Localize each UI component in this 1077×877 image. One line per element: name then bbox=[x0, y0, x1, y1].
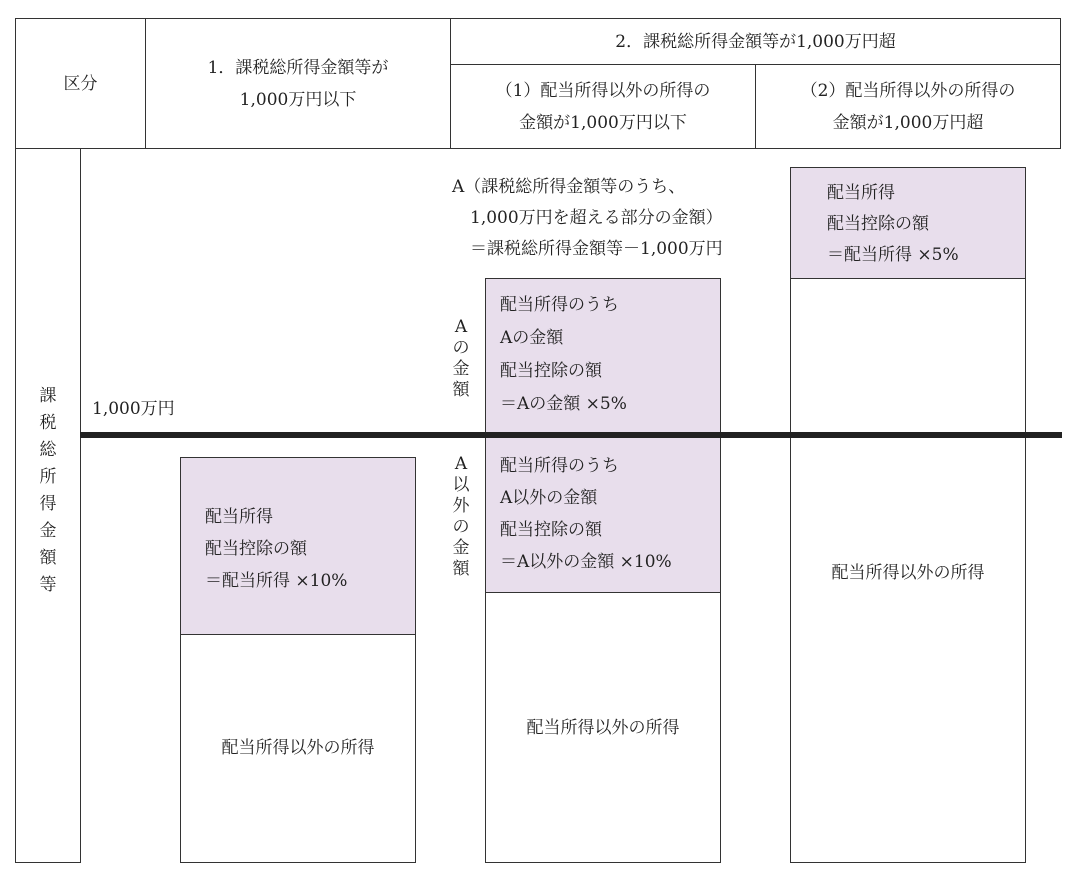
col1-dividend-line1: 配当所得 bbox=[205, 507, 273, 527]
col2a-other-income-box bbox=[485, 592, 721, 863]
side-label-vertical bbox=[16, 383, 80, 599]
a-definition-line3: ＝課税総所得金額等－1,000万円 bbox=[470, 239, 723, 259]
header-col2a-line2: 金額が1,000万円以下 bbox=[519, 112, 687, 133]
col1-other-income-label: 配当所得以外の所得 bbox=[221, 738, 375, 758]
col2a-upper-line1: 配当所得のうち bbox=[500, 295, 619, 315]
col2b-dividend-line1: 配当所得 bbox=[827, 183, 895, 203]
side-char: 得 bbox=[39, 494, 57, 514]
col2a-upper-line4: ＝Aの金額 ×5% bbox=[500, 394, 627, 414]
col2b-other-income-label: 配当所得以外の所得 bbox=[831, 563, 985, 583]
side-char: 金 bbox=[39, 521, 57, 541]
header-col2b-line1: （2）配当所得以外の所得の bbox=[800, 80, 1016, 101]
header-col1 bbox=[146, 19, 450, 148]
header-col2b bbox=[756, 65, 1060, 148]
header-col2-title-text: 2．課税総所得金額等が1,000万円超 bbox=[615, 31, 896, 52]
col2a-lower-line3: 配当控除の額 bbox=[500, 520, 602, 540]
col2a-lower-line1: 配当所得のうち bbox=[500, 456, 619, 476]
header-kubun-text: 区分 bbox=[63, 73, 98, 94]
header-col1-line2: 1,000万円以下 bbox=[239, 89, 357, 110]
col2b-other-income-box bbox=[790, 278, 1026, 863]
header-col2-title bbox=[451, 19, 1060, 64]
side-char: 税 bbox=[39, 413, 57, 433]
header-col1-line1: 1．課税総所得金額等が bbox=[207, 57, 389, 78]
col1-dividend-line2: 配当控除の額 bbox=[205, 539, 307, 559]
col1-dividend-line3: ＝配当所得 ×10% bbox=[205, 571, 348, 591]
side-char: 等 bbox=[39, 575, 57, 595]
col2a-lower-line2: A以外の金額 bbox=[500, 488, 598, 508]
threshold-line bbox=[80, 432, 1062, 438]
col2b-dividend-line2: 配当控除の額 bbox=[827, 214, 929, 234]
header-col2b-line2: 金額が1,000万円超 bbox=[832, 112, 984, 133]
non-a-amount-vertical-label: A 以 外 の 金 額 bbox=[452, 454, 470, 579]
side-char: 課 bbox=[39, 386, 57, 406]
side-char: 所 bbox=[39, 467, 57, 487]
col2a-lower-line4: ＝A以外の金額 ×10% bbox=[500, 552, 672, 572]
body-bottom-border bbox=[15, 862, 81, 863]
col2a-other-income-label: 配当所得以外の所得 bbox=[526, 718, 680, 738]
col2a-upper-box bbox=[485, 278, 721, 436]
a-definition-line2: 1,000万円を超える部分の金額） bbox=[470, 208, 723, 228]
header-bottom-border bbox=[15, 148, 1061, 149]
header-col2a bbox=[451, 65, 755, 148]
body-label-divider bbox=[80, 148, 81, 863]
col2a-upper-line3: 配当控除の額 bbox=[500, 361, 602, 381]
threshold-label: 1,000万円 bbox=[92, 399, 175, 419]
col1-dividend-box bbox=[180, 457, 416, 635]
col2a-lower-box bbox=[485, 435, 721, 593]
header-col2a-line1: （1）配当所得以外の所得の bbox=[495, 80, 711, 101]
header-kubun bbox=[16, 19, 145, 148]
col2a-upper-line2: Aの金額 bbox=[500, 328, 564, 348]
a-amount-vertical-label: A の 金 額 bbox=[452, 317, 470, 400]
a-definition-line1: A（課税総所得金額等のうち、 bbox=[452, 177, 686, 197]
col1-other-income-box bbox=[180, 634, 416, 863]
header-right-border bbox=[1060, 18, 1061, 149]
col2b-dividend-line3: ＝配当所得 ×5% bbox=[827, 245, 959, 265]
side-char: 額 bbox=[39, 548, 57, 568]
col2b-dividend-box bbox=[790, 167, 1026, 279]
a-definition bbox=[452, 172, 723, 265]
side-char: 総 bbox=[39, 440, 57, 460]
